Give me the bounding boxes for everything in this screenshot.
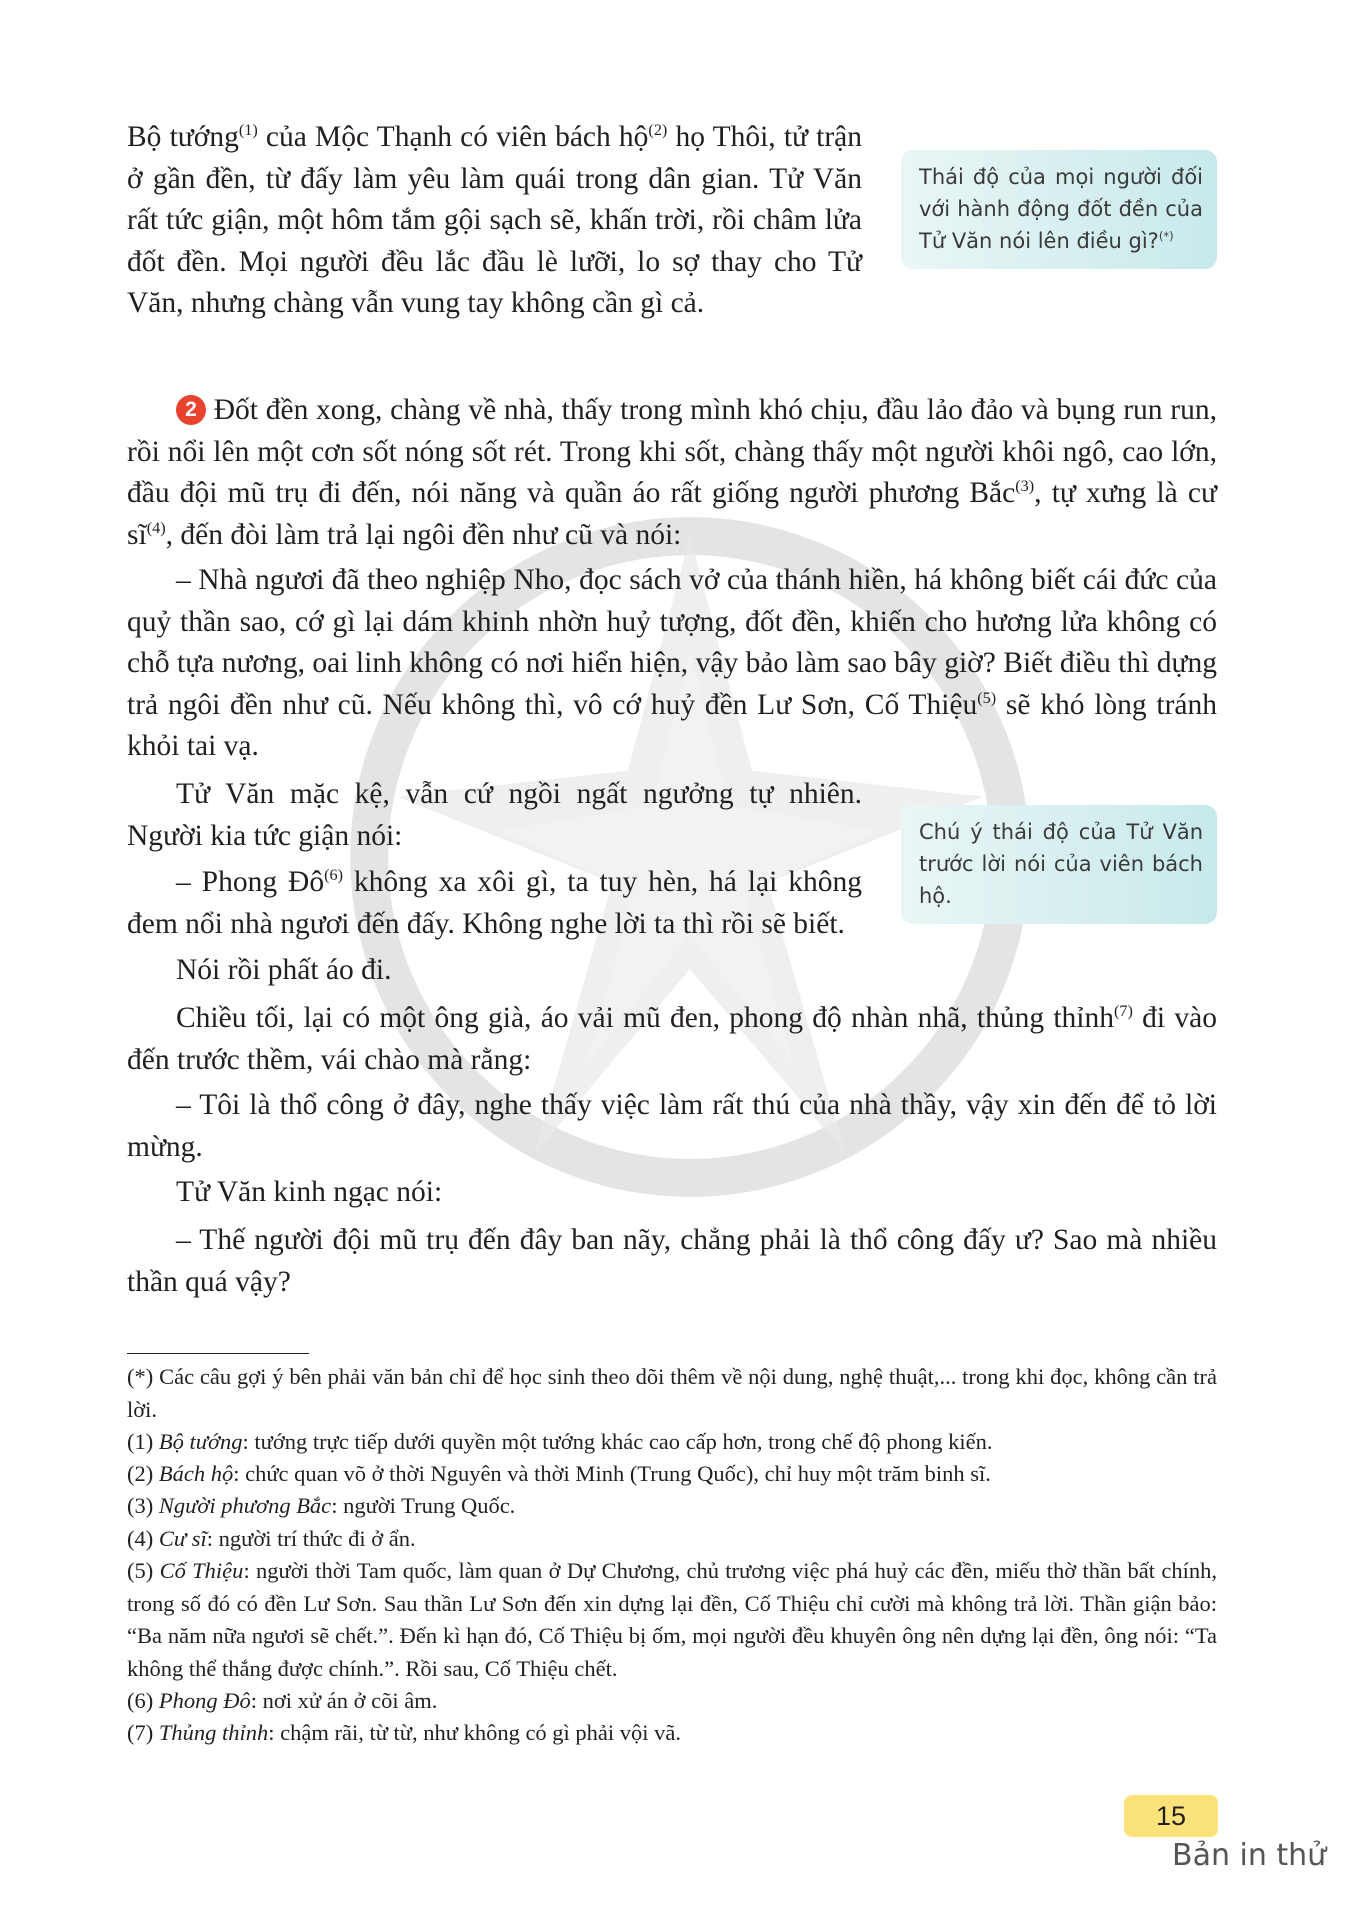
paragraph-5: – Phong $Đô^{(6)}$ không xa xôi gì, ta tuy hèn, há lại không đem nổi nhà ngươi đến đấy. Không nghe lời ta thì rồi sẽ biết. [127, 866, 862, 940]
section-number-badge: 2 [176, 395, 206, 425]
side-note-hint: Chú ý thái độ của Tử Văn trước lời nói của viên bách hộ. [901, 805, 1217, 924]
footnote-7: (7) Thủng thỉnh: chậm rãi, từ từ, như không có gì phải vội vã. [127, 1720, 682, 1745]
footnote-2: (2) Bách hộ: chức quan võ ở thời Nguyên và thời Minh (Trung Quốc), chỉ huy một trăm binh sĩ. [127, 1461, 991, 1486]
paragraph-9: Tử Văn kinh ngạc nói: [176, 1176, 443, 1208]
paragraph-7: Chiều tối, lại có một ông già, áo vải mũ đen, phong độ nhàn nhã, thủng thỉnh$^{(7)}$ đi vào đến trước thềm, vái chào mà rằng: [127, 1002, 1217, 1076]
footnote-6: (6) Phong Đô: nơi xử án ở cõi âm. [127, 1688, 438, 1713]
footnote-3: (3) Người phương Bắc: người Trung Quốc. [127, 1493, 516, 1518]
paragraph-4: Tử Văn mặc kệ, vẫn cứ ngồi ngất ngưởng tự nhiên. Người kia tức giận nói: [127, 778, 862, 852]
paragraph-3: – Nhà ngươi đã theo nghiệp Nho, đọc sách vở của thánh hiền, há không biết cái đức của quỷ thần sao, cớ gì lại dám khinh nhờn huỷ tượng, đốt đền, khiến cho hương lửa không có chỗ tựa nương, oai linh không có nơi hiển hiện, vậy bảo làm sao bây giờ? Biết điều thì dựng trả ngôi đền như cũ. Nếu không thì, vô cớ huỷ đền Lư Sơn, Cố Thiệu$^{(5)}$ sẽ khó lòng tránh khỏi tai vạ. [127, 564, 1217, 762]
footnote-4: (4) Cư sĩ: người trí thức đi ở ẩn. [127, 1526, 416, 1551]
paragraph-10: – Thế người đội mũ trụ đến đây ban nãy, chẳng phải là thổ công đấy ư? Sao mà nhiều thần quá vậy? [127, 1224, 1217, 1298]
paragraph-1: Bộ tướng$^{(1)}$ của Mộc Thạnh có viên bách hộ$^{(2)}$ họ Thôi, tử trận ở gần đền, từ đấy làm yêu làm quái trong dân gian. Tử Văn rất tức giận, một hôm tắm gội sạch sẽ, khấn trời, rồi châm lửa đốt đền. Mọi người đều lắc đầu lè lưỡi, lo sợ thay cho Tử Văn, nhưng chàng vẫn vung tay không cần gì cả. [127, 121, 863, 319]
page-number-badge: 15 [1124, 1795, 1218, 1837]
print-proof-label: Bản in thử [1172, 1838, 1327, 1873]
paragraph-8: – Tôi là thổ công ở đây, nghe thấy việc làm rất thú của nhà thầy, vậy xin đến để tỏ lời mừng. [127, 1089, 1217, 1163]
paragraph-6: Nói rồi phất áo đi. [176, 954, 392, 986]
footnote-1: (1) Bộ tướng: tướng trực tiếp dưới quyền một tướng khác cao cấp hơn, trong chế độ phong kiến. [127, 1429, 993, 1454]
paragraph-2: 2 Đốt đền xong, chàng về nhà, thấy trong mình khó chịu, đầu lảo đảo và bụng run run, rồi nổi lên một cơn sốt nóng sốt rét. Trong khi sốt, chàng thấy một người khôi ngô, cao lớn, đầu đội mũ trụ đi đến, nói năng và quần áo rất giống người phương Bắc$^{(3)}$, tự xưng là cư $sĩ^{(4)}$, đến đòi làm trả lại ngôi đền như cũ và nói: [127, 394, 1217, 551]
footnote-star: (*) Các câu gợi ý bên phải văn bản chỉ để học sinh theo dõi thêm về nội dung, nghệ thuật,... trong khi đọc, không cần trả lời. [127, 1364, 1217, 1422]
footnote-divider [127, 1353, 309, 1354]
side-note-question: Thái độ của mọi người đối với hành động đốt đền của Tử Văn nói lên điều gì?(*) [901, 150, 1217, 269]
footnote-5: (5) Cố Thiệu: người thời Tam quốc, làm quan ở Dự Chương, chủ trương việc phá huỷ các đền, miếu thờ thần bất chính, trong số đó có đền Lư Sơn. Sau thần Lư Sơn đến xin dựng lại đền, Cố Thiệu chỉ cười mà không trả lời. Thần giận bảo: “Ba năm nữa ngươi sẽ chết.”. Đến kì hạn đó, Cố Thiệu bị ốm, mọi người đều khuyên ông nên dựng lại đền, ông nói: “Ta không thể thắng được chính.”. Rồi sau, Cố Thiệu chết. [127, 1558, 1217, 1681]
